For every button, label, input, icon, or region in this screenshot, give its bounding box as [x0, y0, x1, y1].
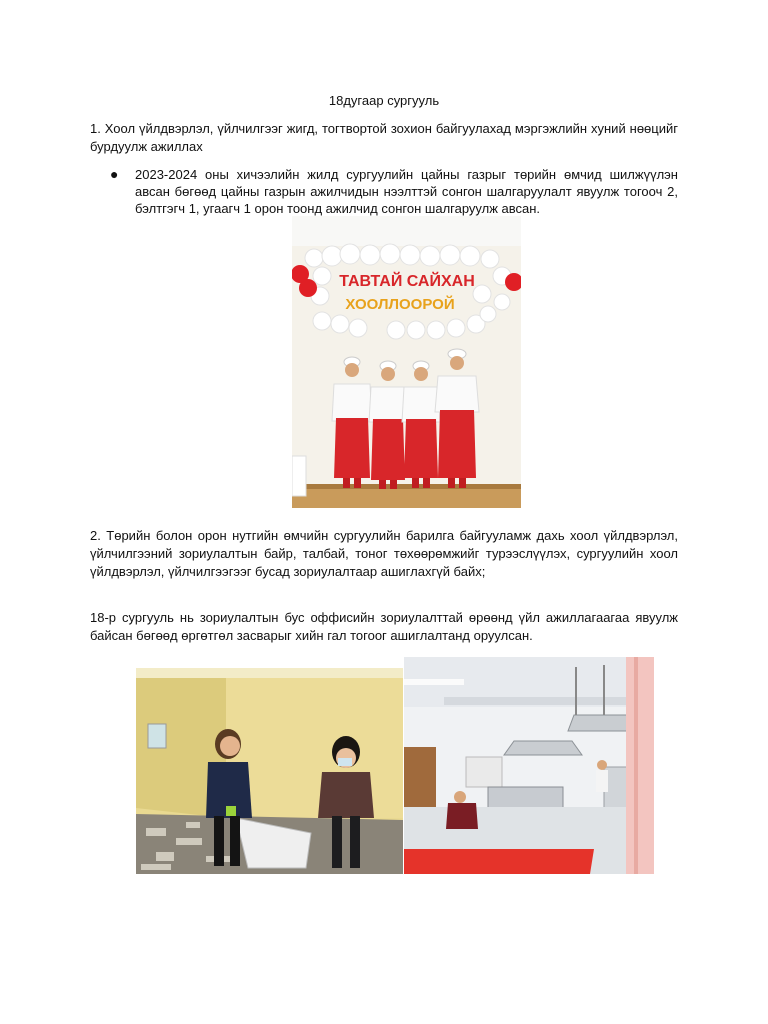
- sign-line-1: ТАВТАЙ САЙХАН: [339, 273, 475, 290]
- bullet-icon: ●: [110, 166, 119, 182]
- photo-cleaning-room: [136, 668, 403, 874]
- photo-kitchen-staff: [292, 216, 521, 508]
- section-2-heading: 2. Төрийн болон орон нутгийн өмчийн сургуулийн барилга байгууламж дахь хоол үйлдвэрлэл, үйлчилгээний зориулалтын байр, талбай, тоног төхөөрөмжийг турээслүүлэх, сургуулийн хоол үйлдвэрлэл, үйлчилгээгээг бусад зориулалтаар ашиглахгүй байх;: [90, 528, 678, 579]
- cleaning-illustration: [136, 668, 403, 874]
- section-1-heading: 1. Хоол үйлдвэрлэл, үйлчилгээг жигд, тогтвортой зохион байгуулахад мэргэжлийн хуний нөөцийг бурдуулж ажиллах: [90, 121, 678, 154]
- sign-line-2: ХООЛЛООРОЙ: [345, 296, 455, 313]
- paragraph-renovation: 18-р сургууль нь зориулалтын бус оффисийн зориулалттай өрөөнд үйл ажиллагаагаа явуулж байсан бөгөөд өргөтгөл засварыг хийн гал тогоог ашиглалтанд оруулсан.: [90, 610, 678, 643]
- bullet-item-1: 2023-2024 оны хичээлийн жилд сургуулийн цайны газрыг төрийн өмчид шилжүүлэн авсан бөгөөд цайны газрын ажилчидын нээлттэй сонгон шалгаруулалт явуулж тогооч 2, бэлтгэгч 1, угаагч 1 орон тоонд ажилчид сонгон шалгаруулж авсан.: [135, 167, 678, 216]
- photo-new-kitchen: [404, 657, 654, 874]
- document-title: 18дугаар сургууль: [328, 93, 440, 108]
- kitchen-staff-illustration: [292, 216, 521, 508]
- kitchen-illustration: [404, 657, 654, 874]
